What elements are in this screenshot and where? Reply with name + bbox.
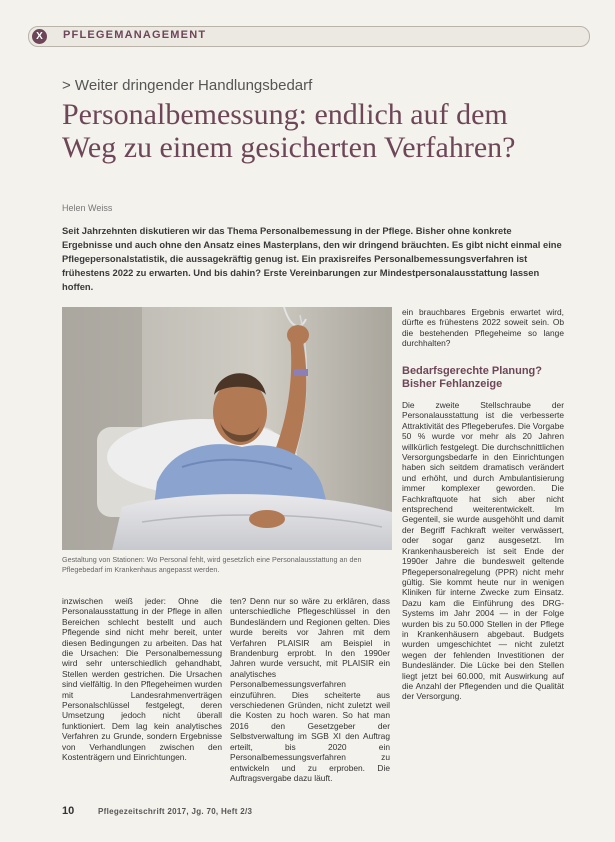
article-kicker: > Weiter dringender Handlungsbedarf <box>62 77 313 94</box>
section-title: PFLEGEMANAGEMENT <box>63 29 207 41</box>
article-author: Helen Weiss <box>62 203 113 213</box>
section-badge: X <box>32 29 47 44</box>
article-title: Personalbemessung: endlich auf dem Weg zu einem gesicherten Verfahren? <box>62 98 516 164</box>
body-column-1: inzwischen weiß jeder: Ohne die Personalausstattung in der Pflege in allen Bereichen schlecht bestellt und auch Pflegende sind nicht mehr bereit, unter diesen Bedingungen zu arbeiten. Das hat die Ursachen: Die Personalbemessung wird sehr unterschiedlich gehandhabt, Stellen werden gestrichen. Die Ursachen sind vielfältig. In den Pflegeheimen wurden mit Landesrahmenverträgen Personalschlüssel festgelegt, deren Umsetzung jedoch nicht überall funktioniert. Dem lag kein analytisches Verfahren zu Grunde, sondern Ergebnisse von Verhandlungen zwischen den Kostenträgern und Einrichtungen. <box>62 596 222 763</box>
body-column-3-top: ein brauchbares Ergebnis erwartet wird, dürfte es frühestens 2022 soweit sein. Ob die bestehenden Pflegeheime so lange durchhalten? <box>402 307 564 349</box>
article-lead: Seit Jahrzehnten diskutieren wir das Thema Personalbemessung in der Pflege. Bisher ohne konkrete Ergebnisse und auch ohne den Ansatz eines Masterplans, den wir dringend bräuchten. Es gibt nicht einmal eine Pflegepersonalstatistik, die aussagekräftig genug ist. Ein praxisreifes Personalbemessungsverfahren ist frühestens 2022 zu erwarten. Und bis dahin? Erste Vereinbarungen zur Mindestpersonalausstattung lassen hoffen. <box>62 225 562 292</box>
article-photo <box>62 307 392 550</box>
body-column-3: Die zweite Stellschraube der Personalausstattung ist die verbesserte Attraktivität des Pflegeberufes. Die Vorgabe 50 % wurde vor mehr als 20 Jahren willkürlich festgelegt. Die durchschnittlichen Versorgungsbedarfe in den Einrichtungen haben sich seitdem dramatisch verändert und erhöht, und durch Ambulantisierung immer komplexer geworden. Die Fachkraftquote hat sich aber nicht entsprechend weiterentwickelt. Im Gegenteil, sie wurde ausgehöhlt und damit der Begriff Fachkraft weiter verwässert, oder sogar ganz ausgesetzt. Im Krankenhausbereich ist seit Ende der 1990er Jahre die bundesweit geltende Pflegepersonalregelung (PPR) nicht mehr gültig. Sie kommt heute nur in wenigen Kliniken für interne Zwecke zum Einsatz. Dazu kam die Einführung des DRG-Systems im Jahr 2004 — in der Folge wurden bis zu 50.000 Stellen in der Pflege in Krankenhäusern abgebaut. Budgets wurden umgeschichtet — nicht zuletzt wegen der fehlenden Investitionen der Bundesländer. Die Lücke bei den Stellen liegt jetzt bei 60.000, mit Auswirkung auf die Anzahl der Pflegenden und die Qualität der Versorgung. <box>402 400 564 702</box>
footer-source: Pflegezeitschrift 2017, Jg. 70, Heft 2/3 <box>98 807 253 816</box>
page-number: 10 <box>62 805 75 817</box>
section-subheading: Bedarfsgerechte Planung? Bisher Fehlanzeige <box>402 365 542 390</box>
photo-caption: Gestaltung von Stationen: Wo Personal fehlt, wird gesetzlich eine Personalausstattung an den Pflegebedarf im Krankenhaus angepasst werden. <box>62 555 362 574</box>
section-header <box>28 26 590 47</box>
body-column-2: ten? Denn nur so wäre zu erklären, dass unterschiedliche Pflegeschlüssel in den Bundesländern und Regionen gelten. Dies wurde bereits vor Jahren mit dem Verfahren PLAISIR am Beispiel in Brandenburg erprobt. In den 1990er Jahren wurde versucht, mit PLAISIR ein analytisches Personalbemessungsverfahren einzuführen. Dies scheiterte aus verschiedenen Gründen, nicht zuletzt weil die Kosten zu hoch waren. So hat man 2016 den Gesetzgeber der Selbstverwaltung im SGB XI den Auftrag erteilt, bis 2020 ein Personalbemessungsverfahren zu entwickeln und zu erproben. Die Auftragsvergabe dazu läuft. <box>230 596 390 783</box>
patient-in-bed-illustration <box>62 307 392 550</box>
